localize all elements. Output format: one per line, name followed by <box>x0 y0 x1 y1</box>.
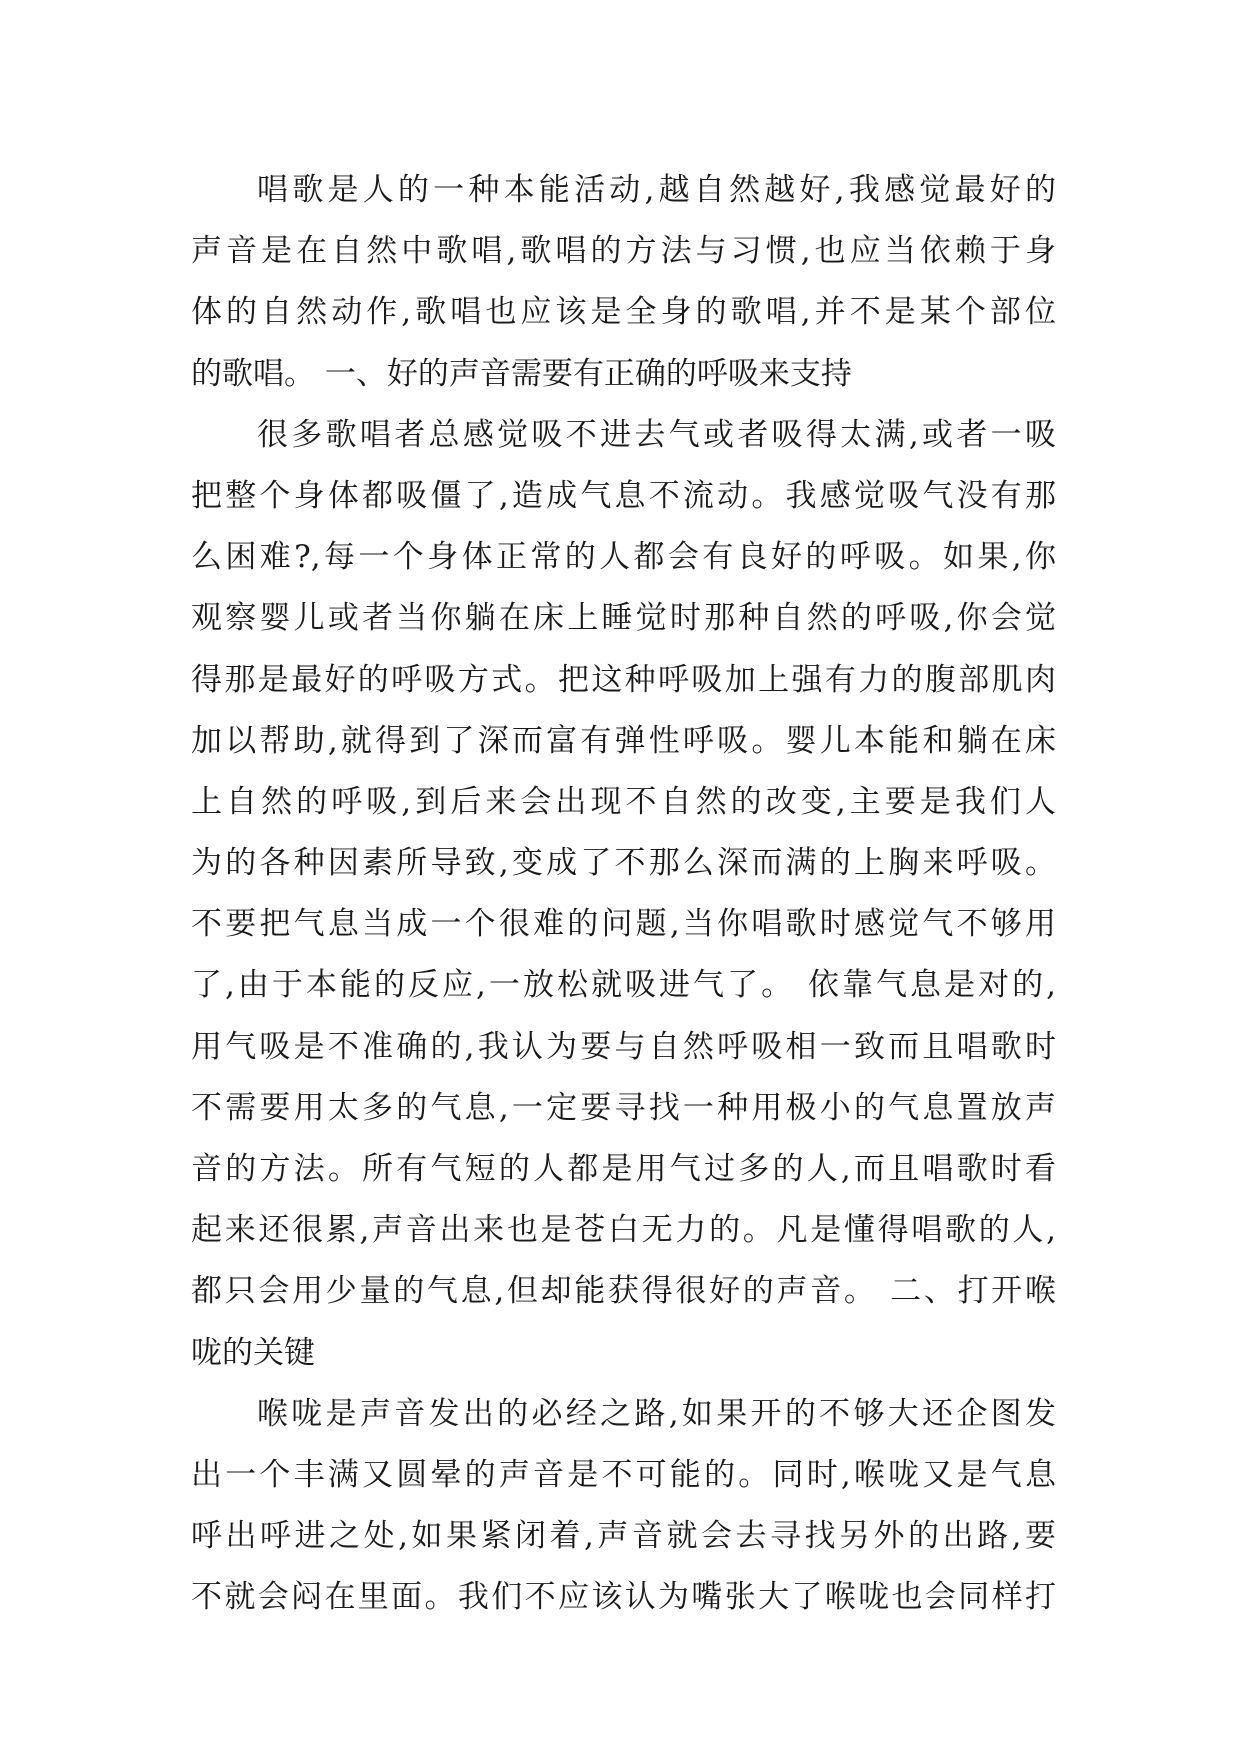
paragraph-line: 不就会闷在里面。我们不应该认为嘴张大了喉咙也会同样打 <box>191 1579 1056 1616</box>
paragraph-line: 不需要用太多的气息,一定要寻找一种用极小的气息置放声 <box>191 1089 1056 1126</box>
paragraph-line: 上自然的呼吸,到后来会出现不自然的改变,主要是我们人 <box>191 783 1056 820</box>
paragraph-line: 观察婴儿或者当你躺在床上睡觉时那种自然的呼吸,你会觉 <box>191 600 1056 637</box>
paragraph-line: 用气吸是不准确的,我认为要与自然呼吸相一致而且唱歌时 <box>191 1028 1056 1065</box>
paragraph-line: 都只会用少量的气息,但却能获得很好的声音。 二、打开喉 <box>191 1273 1056 1310</box>
paragraph-line: 么困难?,每一个身体正常的人都会有良好的呼吸。如果,你 <box>191 539 1056 576</box>
paragraph-line: 咙的关键 <box>191 1334 315 1371</box>
paragraph-line: 体的自然动作,歌唱也应该是全身的歌唱,并不是某个部位 <box>191 294 1056 331</box>
paragraph-line: 起来还很累,声音出来也是苍白无力的。凡是懂得唱歌的人, <box>191 1212 1056 1249</box>
paragraph-line: 的歌唱。 一、好的声音需要有正确的呼吸来支持 <box>191 355 852 392</box>
paragraph-line: 出一个丰满又圆晕的声音是不可能的。同时,喉咙又是气息 <box>191 1456 1056 1493</box>
paragraph-line: 很多歌唱者总感觉吸不进去气或者吸得太满,或者一吸 <box>257 416 1056 453</box>
paragraph-line: 唱歌是人的一种本能活动,越自然越好,我感觉最好的 <box>257 172 1056 208</box>
paragraph-line: 喉咙是声音发出的必经之路,如果开的不够大还企图发 <box>257 1395 1056 1432</box>
paragraph-line: 为的各种因素所导致,变成了不那么深而满的上胸来呼吸。 <box>191 845 1056 882</box>
paragraph-line: 音的方法。所有气短的人都是用气过多的人,而且唱歌时看 <box>191 1151 1056 1187</box>
paragraph-line: 呼出呼进之处,如果紧闭着,声音就会去寻找另外的出路,要 <box>191 1518 1056 1555</box>
paragraph-line: 声音是在自然中歌唱,歌唱的方法与习惯,也应当依赖于身 <box>191 233 1056 270</box>
body-text <box>191 160 1056 1629</box>
paragraph-line: 了,由于本能的反应,一放松就吸进气了。 依靠气息是对的, <box>191 967 1056 1004</box>
paragraph-line: 不要把气息当成一个很难的问题,当你唱歌时感觉气不够用 <box>191 906 1056 943</box>
paragraph-line: 把整个身体都吸僵了,造成气息不流动。我感觉吸气没有那 <box>191 477 1056 514</box>
paragraph-line: 得那是最好的呼吸方式。把这种呼吸加上强有力的腹部肌肉 <box>191 661 1056 698</box>
paragraph-line: 加以帮助,就得到了深而富有弹性呼吸。婴儿本能和躺在床 <box>191 722 1056 759</box>
